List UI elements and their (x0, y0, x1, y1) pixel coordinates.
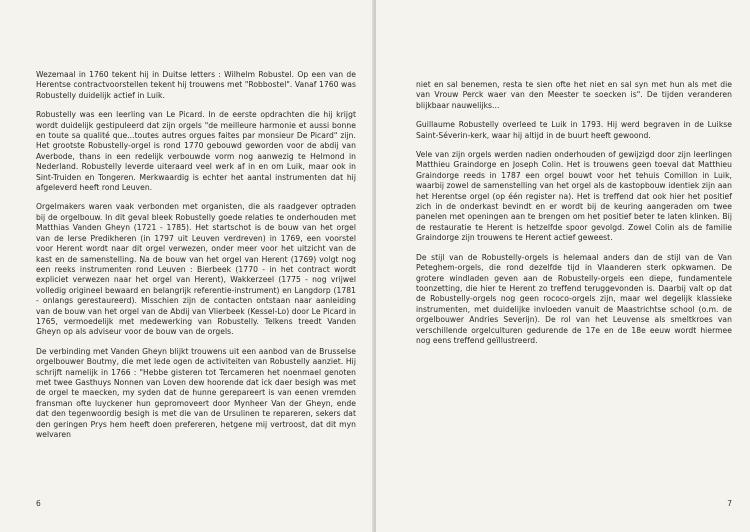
left-paragraph-2: Robustelly was een leerling van Le Picard. In de eerste opdrachten die hij krijgt wordt duidelijk gestipuleerd dat zijn orgels "de meilleure harmonie et aussi bonne en toute sa qualité que...toutes autres orgues faites par monsieur De Picard" zijn. Het grootste Robustelly-orgel is rond 1770 gebouwd geworden voor de abdij van Averbode, thans in een redelijk verbouwde vorm nog aanwezig te Helmond in Nederland. Robustelly leverde uiteraard veel werk af in en om Luik, maar ook in Sint-Truiden en Tongeren. Merkwaardig is echter het aantal instrumenten dat hij afgeleverd heeft rond Leuven. (36, 110, 356, 193)
right-paragraph-1: niet en sal benemen, resta te sien ofte het niet en sal syn met hun als met die van Vrouw Perck waer van den Meester te soecken is". De tijden veranderen blijkbaar nauwelijks... (416, 80, 732, 110)
right-paragraph-2: Guillaume Robustelly overleed te Luik in 1793. Hij werd begraven in de Luikse Saint-Séverin-kerk, waar hij altijd in de buurt heeft gewoond. (416, 120, 732, 140)
right-page (376, 0, 750, 532)
right-paragraph-4: De stijl van de Robustelly-orgels is helemaal anders dan de stijl van de Van Peteghem-orgels, die rond dezelfde tijd in Vlaanderen sterk opkwamen. De grotere windladen geven aan de Robustelly-orgels een diepe, fundamentele toonzetting, die hier te Herent zo treffend teruggevonden is. Daarbij valt op dat de Robustelly-orgels nog geen rococo-orgels zijn, maar wel degelijk klassieke instrumenten, met duidelijke invloeden vanuit de Maastrichtse school (o.m. de orgelbouwer Andries Severijn). De rol van het Leuvense als smeltkroes van verschillende orgelculturen gedurende de 17e en de 18e eeuw wordt hiermee nog eens treffend geïllustreerd. (416, 252, 732, 345)
left-paragraph-3: Orgelmakers waren vaak verbonden met organisten, die als raadgever optraden bij de orgelbouw. In dit geval bleek Robustelly goede relaties te onderhouden met Matthias Vanden Gheyn (1721 - 1785). Het startschot is de bouw van het orgel van de Ierse Predikheren (in 1797 uit Leuven verdreven) in 1769, een voorstel voor Herent wordt naar dit orgel verwezen, onder meer voor het uitzicht van de kast en de samenstelling. Na de bouw van het orgel van Herent (1769) volgt nog een reeks instrumenten rond Leuven : Bierbeek (1770 - in het contract wordt expliciet verwezen naar het orgel van Herent), Wakkerzeel (1775 - nog vrijwel volledig origineel bewaard en belangrijk referentie-instrument) en Langdorp (1781 - onlangs gerestaureerd). Misschien zijn de contacten ontstaan naar aanleiding van de bouw van het orgel van de Abdij van Vlierbeek (Kessel-Lo) door Le Picard in 1765, vermoedelijk met medewerking van Robustelly. Telkens treedt Vanden Gheyn op als adviseur voor de bouw van de orgels. (36, 202, 356, 337)
left-page (0, 0, 374, 532)
left-paragraph-1: Wezemaal in 1760 tekent hij in Duitse letters : Wilhelm Robustel. Op een van de Herentse contractvoorstellen tekent hij trouwens met "Robbostel". Vanaf 1760 was Robustelly duidelijk actief in Luik. (36, 70, 356, 100)
left-paragraph-4: De verbinding met Vanden Gheyn blijkt trouwens uit een aanbod van de Brusselse orgelbouwer Boutmy, die met lede ogen de activiteiten van Robustelly aanziet. Hij schrijft namelijk in 1766 : "Hebbe gisteren tot Tercameren het noenmael genoten met twee Gasthuys Nonnen van Loven dew hoorende dat ick daer besigh was met de orgel te maecken, my syden dat de hunne gerepareert is van eenen vremden fransman ofte luyckener hun gepromoveert door Mynheer Van der Gheyn, ende dat den tegenwoordig besigh is met die van de Ursulinen te repareren, sekers dat den geringen Prys hem heeft doen prefereren, hetgene mij vertroost, dat dit myn welvaren (36, 346, 356, 439)
right-page-number: 7 (727, 499, 732, 508)
right-paragraph-3: Vele van zijn orgels werden nadien onderhouden of gewijzigd door zijn leerlingen Matthieu Graindorge en Joseph Colin. Het is trouwens geen toeval dat Matthieu Graindorge reeds in 1787 een orgel bouwt voor het tehuis Comillon in Luik, waarbij zowel de samenstelling van het orgel als de kastopbouw identiek zijn aan het Herentse orgel (op één register na). Het is treffend dat ook hier het positief zich in de onderkast bevindt en er wordt bij de keuring aangeraden om twee panelen met openingen aan te brengen om het positief beter te laten klinken. Bij de restauratie te Herent is hetzelfde spoor gevolgd. Zowel Colin als de familie Graindorge zijn trouwens te Herent actief geweest. (416, 150, 732, 243)
left-page-number: 6 (36, 499, 41, 508)
